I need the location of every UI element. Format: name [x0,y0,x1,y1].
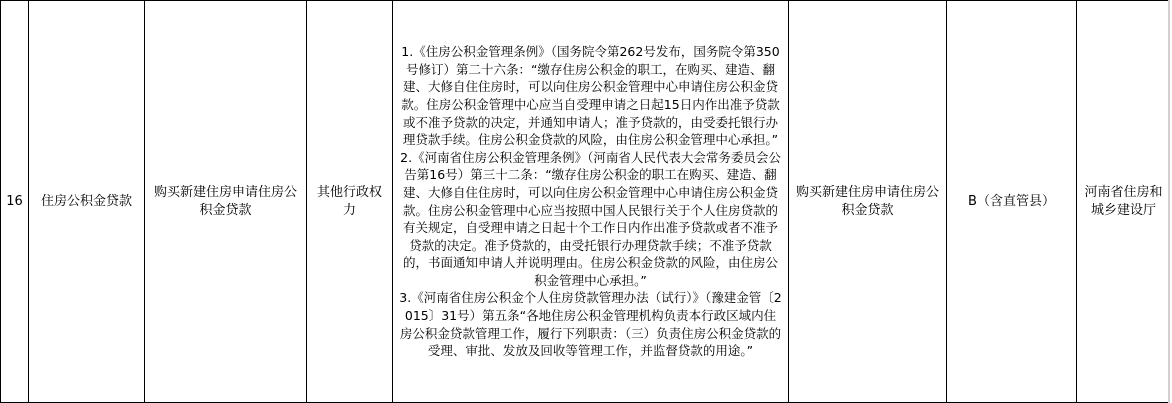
legal-basis-paragraph-3: 3.《河南省住房公积金个人住房贷款管理办法（试行）》（豫建金管〔2015〕31号）第五条“各地住房公积金管理机构负责本行政区域内住房公积金贷款管理工作，履行下列职责：（三）负责住房公积金贷款的受理、审批、发放及回收等管理工作，并监督贷款的用途。” [399,290,782,359]
row-number: 16 [1,1,29,403]
service-item-cell: 购买新建住房申请住房公积金贷款 [789,1,947,403]
table-row [1,1,1171,403]
legal-basis-paragraph-2: 2.《河南省住房公积金管理条例》（河南省人民代表大会常务委员会公告第16号）第三十二条：“缴存住房公积金的职工在购买、建造、翻建、大修自住住房时，可以向住房公积金管理中心申请住房公积金贷款。住房公积金管理中心应当按照中国人民银行关于个人住房贷款的有关规定，自受理申请之日起十个工作日内作出准予贷款或者不准予贷款的决定。准予贷款的，由受托银行办理贷款手续；不准予贷款的，书面通知申请人并说明理由。住房公积金贷款的风险，由住房公积金管理中心承担。” [400,149,781,288]
legal-basis-paragraph-1: 1.《住房公积金管理条例》（国务院令第262号发布，国务院令第350号修订）第二十六条：“缴存住房公积金的职工，在购买、建造、翻建、大修自住住房时，可以向住房公积金管理中心申请住房公积金贷款。住房公积金管理中心应当自受理申请之日起15日内作出准予贷款或不准予贷款的决定，并通知申请人；准予贷款的，由受委托银行办理贷款手续。住房公积金贷款的风险，由住房公积金管理中心承担。” [401,44,780,148]
legal-basis-cell [393,1,789,403]
department-cell: 河南省住房和城乡建设厅 [1077,1,1171,403]
sub-item-cell: 购买新建住房申请住房公积金贷款 [145,1,307,403]
item-name-cell: 住房公积金贷款 [29,1,145,403]
level-cell: B（含直管县） [947,1,1077,403]
category-cell: 其他行政权力 [307,1,393,403]
